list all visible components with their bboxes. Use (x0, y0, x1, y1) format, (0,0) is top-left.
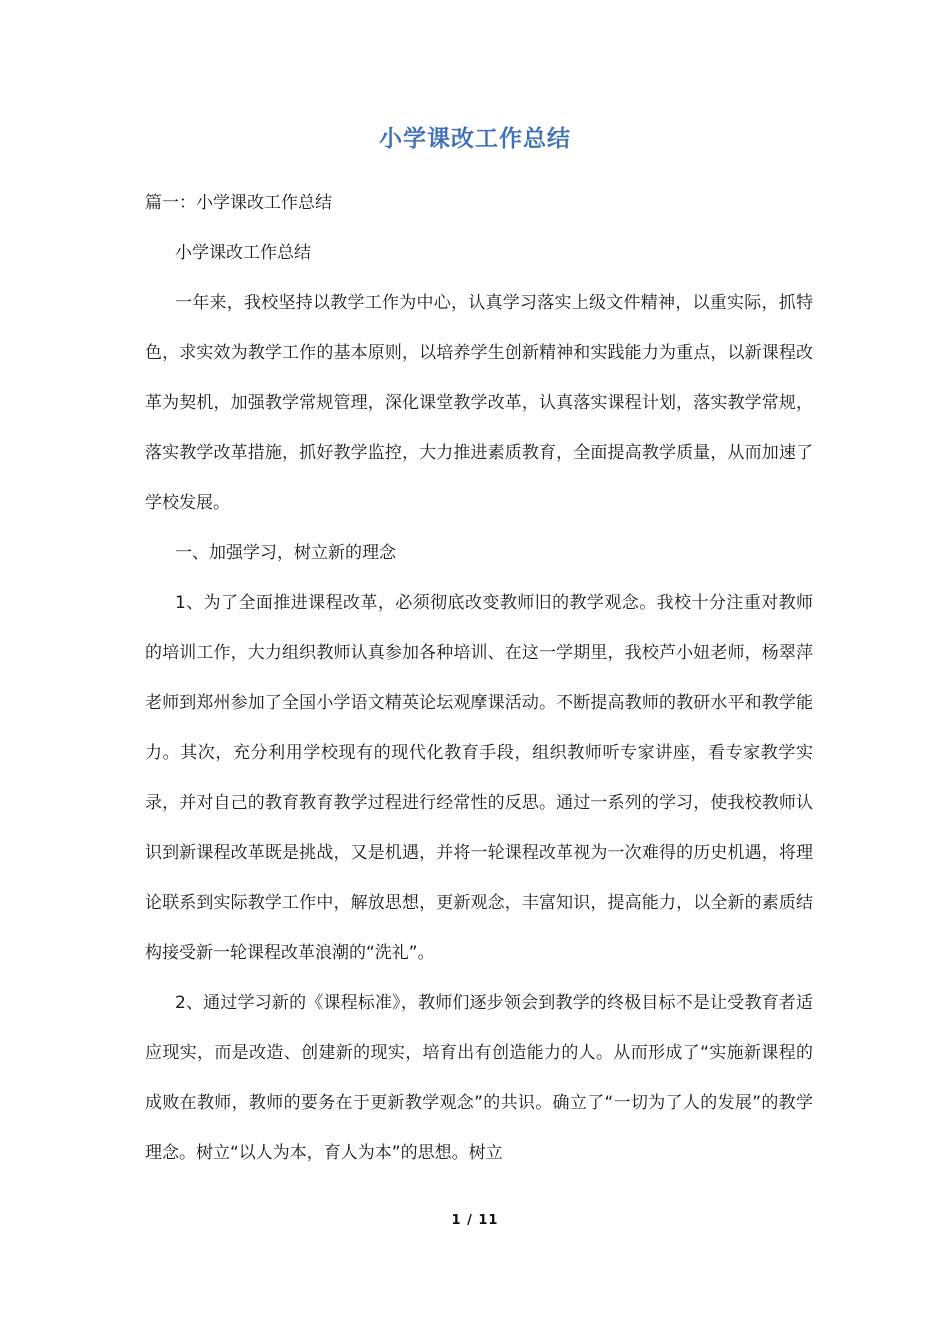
subsection-heading: 一、加强学习，树立新的理念 (175, 543, 396, 563)
document-body (145, 178, 813, 1178)
subtitle: 小学课改工作总结 (175, 243, 311, 263)
paragraph: 1、为了全面推进课程改革，必须彻底改变教师旧的教学观念。我校十分注重对教师的培训工作，大力组织教师认真参加各种培训、在这一学期里，我校芦小妞老师，杨翠萍老师到郑州参加了全国小学语文精英论坛观摩课活动。不断提高教师的教研水平和教学能力。其次，充分利用学校现有的现代化教育手段，组织教师听专家讲座，看专家教学实录，并对自己的教育教育教学过程进行经常性的反思。通过一系列的学习，使我校教师认识到新课程改革既是挑战，又是机遇，并将一轮课程改革视为一次难得的历史机遇，将理论联系到实际教学工作中，解放思想，更新观念，丰富知识，提高能力，以全新的素质结构接受新一轮课程改革浪潮的“洗礼”。 (145, 593, 813, 963)
paragraph: 一年来，我校坚持以教学工作为中心，认真学习落实上级文件精神，以重实际，抓特色，求实效为教学工作的基本原则，以培养学生创新精神和实践能力为重点，以新课程改革为契机，加强教学常规管理，深化课堂教学改革，认真落实课程计划，落实教学常规，落实教学改革措施，抓好教学监控，大力推进素质教育，全面提高教学质量，从而加速了学校发展。 (145, 293, 813, 513)
page-number: 1 / 11 (451, 1213, 499, 1228)
document-title: 小学课改工作总结 (379, 126, 571, 152)
paragraph: 2、通过学习新的《课程标准》，教师们逐步领会到教学的终极目标不是让受教育者适应现实，而是改造、创建新的现实，培育出有创造能力的人。从而形成了“实施新课程的成败在教师，教师的要务在于更新教学观念”的共识。确立了“一切为了人的发展”的教学理念。树立“以人为本，育人为本”的思想。树立 (145, 993, 813, 1163)
section-heading: 篇一：小学课改工作总结 (145, 193, 332, 213)
